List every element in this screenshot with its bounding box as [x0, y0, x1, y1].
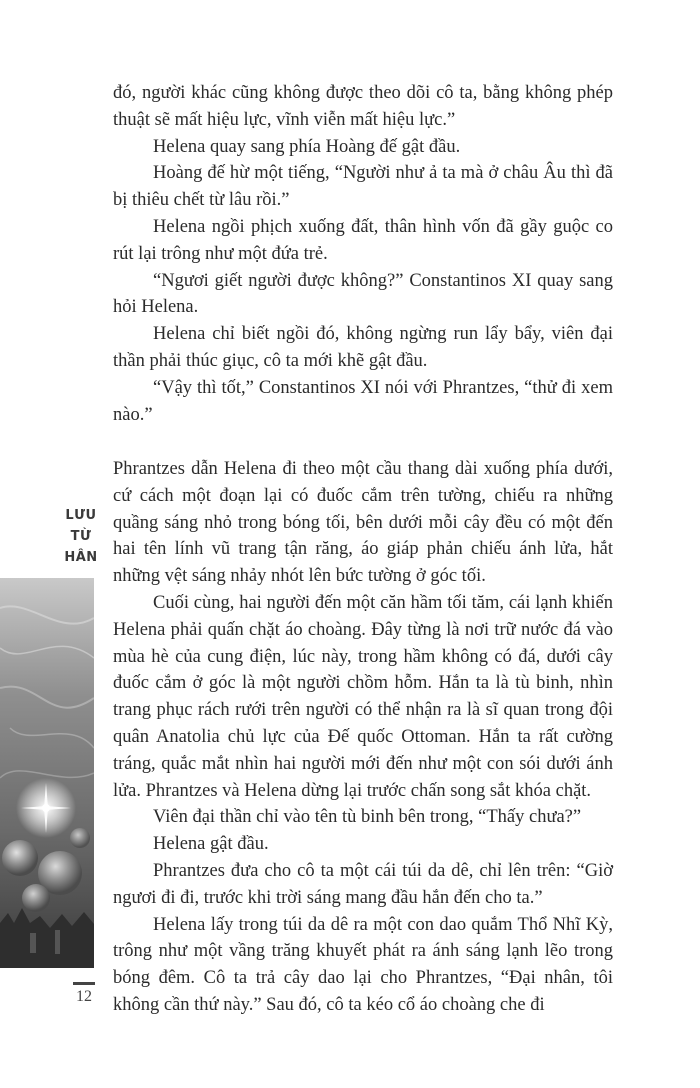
author-name-line: TỪ — [70, 529, 92, 544]
paragraph: Helena lấy trong túi da dê ra một con dao quắm Thổ Nhĩ Kỳ, trông như một vầng trăng khuyết phát ra ánh sáng lạnh lẽo trong bóng đêm. Cô ta trả cây dao lại cho Phrantzes, “Đại nhân, tôi không cần thứ này.” Sau đó, cô ta kéo cổ áo choàng che đi — [113, 914, 613, 1015]
paragraph: Phrantzes dẫn Helena đi theo một cầu thang dài xuống phía dưới, cứ cách một đoạn lại có đuốc cắm trên tường, chiếu ra những quầng sáng nhỏ trong bóng tối, bên dưới mỗi cây đều có một đến hai tên lính vũ trang tận răng, áo giáp phản chiếu ánh lửa, hắt những vệt sáng nhảy nhót lên bức tường ở góc tối. — [113, 459, 613, 587]
paragraph: Helena chỉ biết ngồi đó, không ngừng run lẩy bẩy, viên đại thần phải thúc giục, cô ta mới khẽ gật đầu. — [113, 324, 613, 371]
paragraph: Helena ngồi phịch xuống đất, thân hình vốn đã gầy guộc co rút lại trông như một đứa trẻ. — [113, 216, 613, 264]
text-block-top — [113, 80, 613, 428]
paragraph: “Vậy thì tốt,” Constantinos XI nói với Phrantzes, “thử đi xem nào.” — [113, 377, 613, 425]
author-name — [56, 505, 106, 568]
paragraph: “Ngươi giết người được không?” Constantinos XI quay sang hỏi Helena. — [113, 270, 613, 318]
paragraph: Phrantzes đưa cho cô ta một cái túi da dê, chỉ lên trên: “Giờ ngươi đi đi, trước khi trời sáng mang đầu hắn đến cho ta.” — [113, 860, 613, 908]
text-block-bottom — [113, 456, 613, 1019]
fantasy-orb-illustration — [0, 578, 94, 968]
paragraph: Helena gật đầu. — [153, 834, 269, 855]
paragraph: Hoàng đế hừ một tiếng, “Người như ả ta mà ở châu Âu thì đã bị thiêu chết từ lâu rồi.” — [113, 163, 613, 211]
paragraph: Cuối cùng, hai người đến một căn hầm tối tăm, cái lạnh khiến Helena phải quấn chặt áo choàng. Đây từng là nơi trữ nước đá vào mùa hè của cung điện, lúc này, trong hầm không có đá, dưới cây đuốc cắm ở góc là một người chồm hỗm. Hắn ta là tù binh, nhìn trang phục rách rưới trên người có thể nhận ra là sĩ quan trong đội quân Anatolia chủ lực của Đế quốc Ottoman. Hắn ta rất cường tráng, quắc mắt nhìn hai người mới đến như một con sói dưới ánh lửa. Phrantzes và Helena dừng lại trước chấn song sắt khóa chặt. — [113, 592, 613, 801]
side-illustration — [0, 578, 94, 968]
page-number: 12 — [76, 988, 92, 1005]
author-name-line: LƯU — [65, 508, 97, 523]
page-number-rule — [73, 982, 95, 985]
paragraph: đó, người khác cũng không được theo dõi cô ta, bằng không phép thuật sẽ mất hiệu lực, vĩnh viễn mất hiệu lực.” — [113, 83, 613, 130]
paragraph: Helena quay sang phía Hoàng đế gật đầu. — [153, 136, 461, 157]
author-name-line: HÂN — [64, 550, 98, 565]
paragraph: Viên đại thần chỉ vào tên tù binh bên trong, “Thấy chưa?” — [153, 807, 582, 828]
